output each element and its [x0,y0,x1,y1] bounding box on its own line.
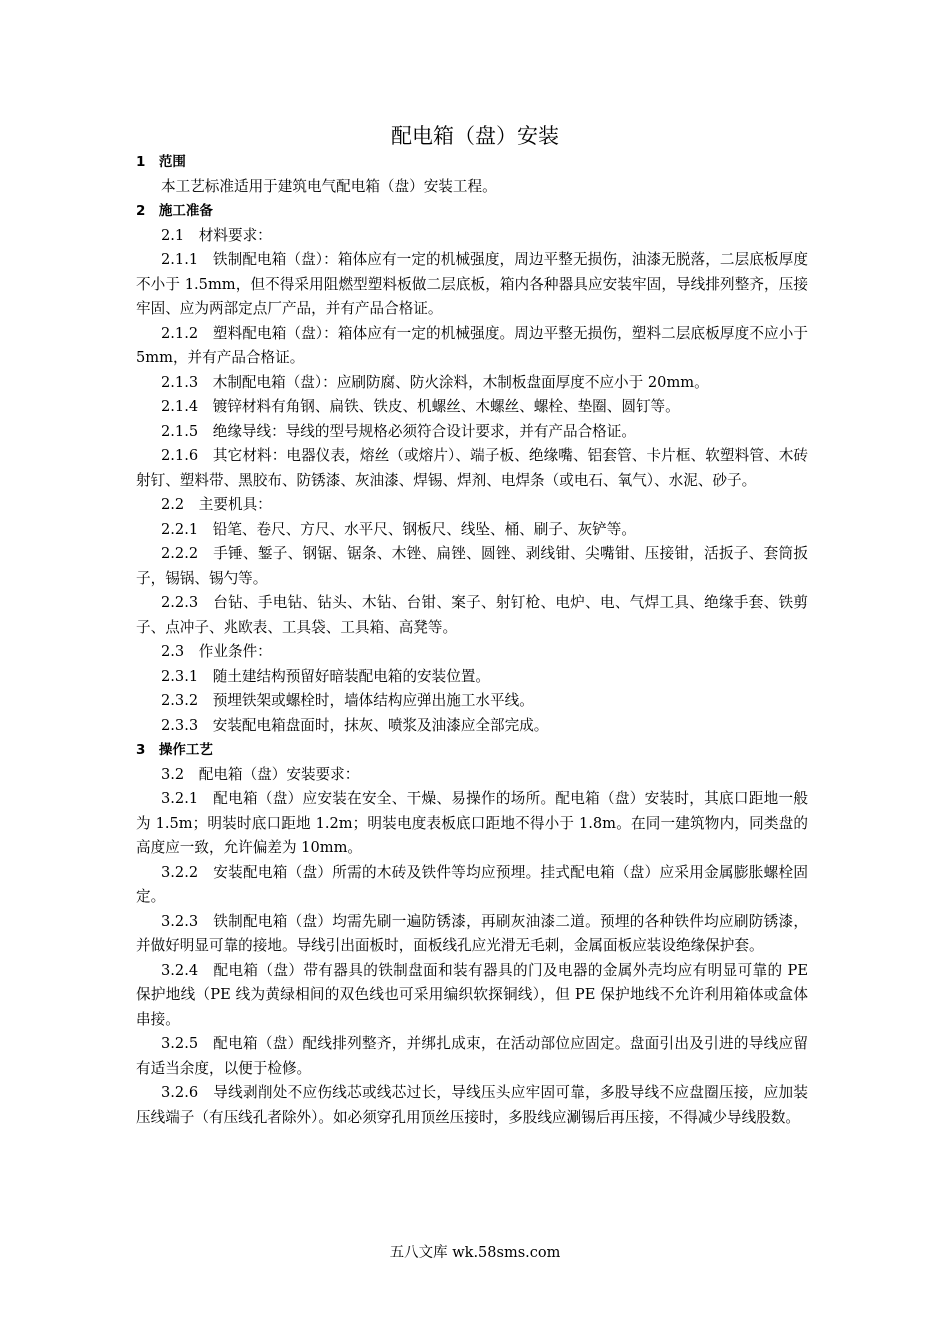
paragraph: 3.2.2 安装配电箱（盘）所需的木砖及铁件等均应预埋。挂式配电箱（盘）应采用金属膨胀螺栓固定。 [136,863,808,905]
paragraph: 3.2 配电箱（盘）安装要求： [161,765,360,783]
paragraph: 2.3.1 随土建结构预留好暗装配电箱的安装位置。 [161,667,491,685]
paragraph: 2.3.3 安装配电箱盘面时，抹灰、喷浆及油漆应全部完成。 [161,716,549,734]
section-heading: 2 施工准备 [136,203,213,219]
paragraph: 2.2.3 台钻、手电钻、钻头、木钻、台钳、案子、射钉枪、电炉、电、气焊工具、绝缘手套、铁剪子、点冲子、兆欧表、工具袋、工具箱、高凳等。 [136,594,808,636]
paragraph: 2.2.1 铅笔、卷尺、方尺、水平尺、钢板尺、线坠、桶、刷子、灰铲等。 [161,520,636,538]
paragraph: 2.1.1 铁制配电箱（盘）：箱体应有一定的机械强度，周边平整无损伤，油漆无脱落，二层底板厚度不小于 1.5mm，但不得采用阻燃型塑料板做二层底板，箱内各种器具应安装牢固，导线排列整齐，压接牢固、应为两部定点厂产品，并有产品合格证。 [136,251,808,317]
paragraph: 2.3.2 预埋铁架或螺栓时，墙体结构应弹出施工水平线。 [161,692,534,709]
paragraph: 2.1.5 绝缘导线：导线的型号规格必须符合设计要求，并有产品合格证。 [161,422,636,440]
paragraph: 3.2.5 配电箱（盘）配线排列整齐，并绑扎成束，在活动部位应固定。盘面引出及引进的导线应留有适当余度，以便于检修。 [136,1035,808,1077]
page-title: 配电箱（盘）安装 [391,124,559,148]
paragraph: 3.2.4 配电箱（盘）带有器具的铁制盘面和装有器具的门及电器的金属外壳均应有明显可靠的 PE 保护地线（PE 线为黄绿相间的双色线也可采用编织软探铜线），但 PE 保护地线不允许利用箱体或盒体串接。 [136,961,808,1028]
paragraph: 2.1 材料要求： [161,226,272,244]
paragraph: 2.2.2 手锤、錾子、钢锯、锯条、木锉、扁锉、圆锉、剥线钳、尖嘴钳、压接钳，活扳子、套筒扳子，锡锅、锡勺等。 [136,545,808,587]
paragraph: 3.2.6 导线剥削处不应伤线芯或线芯过长，导线压头应牢固可靠，多股导线不应盘圈压接，应加装压线端子（有压线孔者除外）。如必须穿孔用顶丝压接时，多股线应涮锡后再压接，不得减少导线股数。 [136,1084,808,1126]
paragraph: 2.3 作业条件： [161,643,272,660]
document-body [136,150,808,1130]
paragraph: 2.1.2 塑料配电箱（盘）：箱体应有一定的机械强度。周边平整无损伤，塑料二层底板厚度不应小于 5mm，并有产品合格证。 [136,324,808,366]
paragraph: 3.2.1 配电箱（盘）应安装在安全、干燥、易操作的场所。配电箱（盘）安装时，其底口距地一般为 1.5m；明装时底口距地 1.2m；明装电度表板底口距地不得小于 1.8m。在同一建筑物内，同类盘的高度应一致，允许偏差为 10mm。 [136,790,808,856]
paragraph: 2.1.6 其它材料：电器仪表，熔丝（或熔片）、端子板、绝缘嘴、铝套管、卡片框、软塑料管、木砖射钉、塑料带、黑胶布、防锈漆、灰油漆、焊锡、焊剂、电焊条（或电石、氧气）、水泥、砂子。 [136,447,808,489]
page-footer: 五八文库 wk.58sms.com [389,1245,561,1261]
section-heading: 1 范围 [136,154,186,170]
paragraph: 2.1.3 木制配电箱（盘）：应刷防腐、防火涂料，木制板盘面厚度不应小于 20mm。 [161,373,709,391]
paragraph: 2.1.4 镀锌材料有角钢、扁铁、铁皮、机螺丝、木螺丝、螺栓、垫圈、圆钉等。 [161,398,680,415]
paragraph: 2.2 主要机具： [161,496,272,513]
section-heading: 3 操作工艺 [136,742,213,758]
paragraph: 3.2.3 铁制配电箱（盘）均需先刷一遍防锈漆，再刷灰油漆二道。预埋的各种铁件均应刷防锈漆，并做好明显可靠的接地。导线引出面板时，面板线孔应光滑无毛刺，金属面板应装设绝缘保护套。 [136,912,808,954]
paragraph: 本工艺标准适用于建筑电气配电箱（盘）安装工程。 [161,177,497,195]
